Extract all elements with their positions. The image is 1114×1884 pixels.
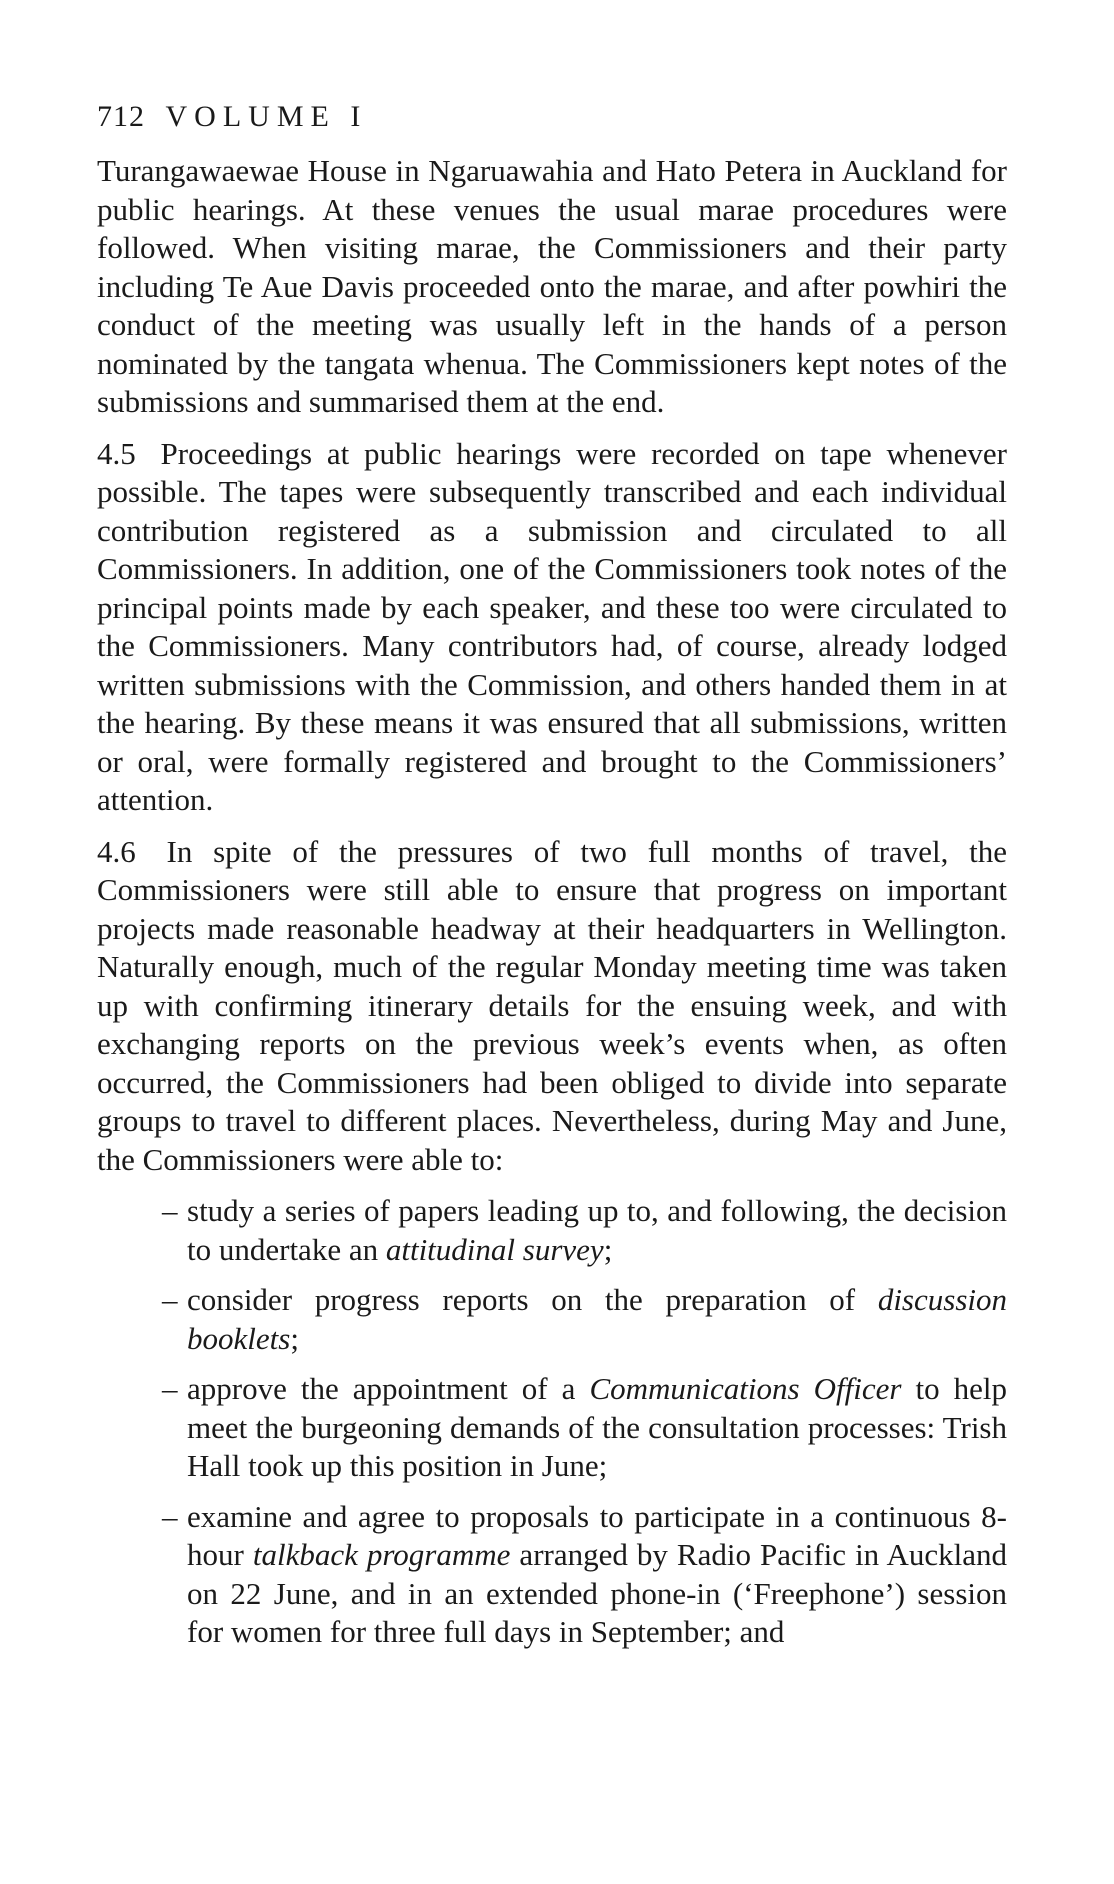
list-item-text-end: ; xyxy=(290,1320,299,1356)
list-item-emphasis: Communications Officer xyxy=(589,1371,902,1406)
paragraph-text: Proceedings at public hearings were recorded on tape whenever possible. The tapes were subsequently transcribed and each individual contribution registered as a submission and circulated to all Commissioners. In addition, one of the Commissioners took notes of the principal points made by each speaker, and these too were circulated to the Commissioners. Many contributors had, of course, already lodged written submissions with the Commission, and others handed them in at the hearing. By these means it was ensured that all submissions, written or oral, were formally registered and brought to the Commissioners’ attention. xyxy=(97,435,1008,817)
list-item-emphasis: discussion booklets xyxy=(187,1282,1007,1356)
paragraph-4-5 xyxy=(97,435,1007,820)
list-item-emphasis: talkback programme xyxy=(252,1537,511,1572)
list-item-text: consider progress reports on the preparation of xyxy=(187,1282,878,1317)
list-item-emphasis: attitudinal survey xyxy=(385,1231,604,1267)
running-header xyxy=(97,100,367,134)
list-dash: – xyxy=(162,1498,178,1534)
body-text xyxy=(97,152,1007,1664)
page-number: 712 xyxy=(97,100,145,133)
list-item-text-end: to help meet the burgeoning demands of the consultation processes: Trish Hall took up this position in June; xyxy=(187,1371,1007,1483)
list-dash: – xyxy=(162,1193,178,1228)
paragraph-continued: Turangawaewae House in Ngaruawahia and Hato Petera in Auckland for public hearings. At these venues the usual marae procedures were followed. When visiting marae, the Commissioners and their party including Te Aue Davis proceeded onto the marae, and after powhiri the conduct of the meeting was usually left in the hands of a person nominated by the tangata whenua. The Commissioners kept notes of the submissions and summarised them at the end. xyxy=(97,153,1007,419)
list-item-text-end: ; xyxy=(603,1231,613,1267)
list-item-text: study a series of papers leading up to, and following, the decision to undertake an xyxy=(187,1193,1007,1267)
paragraph-number: 4.5 xyxy=(97,435,136,471)
list-item-text: approve the appointment of a xyxy=(187,1371,590,1406)
list-dash: – xyxy=(162,1371,178,1406)
list-item xyxy=(97,1370,1007,1486)
list-item xyxy=(97,1281,1007,1358)
list-item xyxy=(97,1192,1007,1269)
list-item-text-end: arranged by Radio Pacific in Auckland on 22 June, and in an extended phone-in (‘Freephone’) session for women for three full days in September; and xyxy=(187,1537,1008,1649)
list-dash: – xyxy=(162,1282,178,1317)
paragraph-number: 4.6 xyxy=(97,833,136,869)
paragraph-4-6 xyxy=(97,833,1007,1180)
action-list xyxy=(97,1192,1007,1652)
list-item xyxy=(97,1498,1007,1652)
list-item-text: examine and agree to proposals to participate in a continuous 8-hour xyxy=(187,1498,1007,1572)
volume-title: VOLUME I xyxy=(165,100,368,133)
paragraph-text: In spite of the pressures of two full months of travel, the Commissioners were still able to ensure that progress on important projects made reasonable headway at their headquarters in Wellington. Naturally enough, much of the regular Monday meeting time was taken up with confirming itinerary details for the ensuing week, and with exchanging reports on the previous week’s events when, as often occurred, the Commissioners had been obliged to divide into separate groups to travel to different places. Nevertheless, during May and June, the Commissioners were able to: xyxy=(97,833,1007,1177)
